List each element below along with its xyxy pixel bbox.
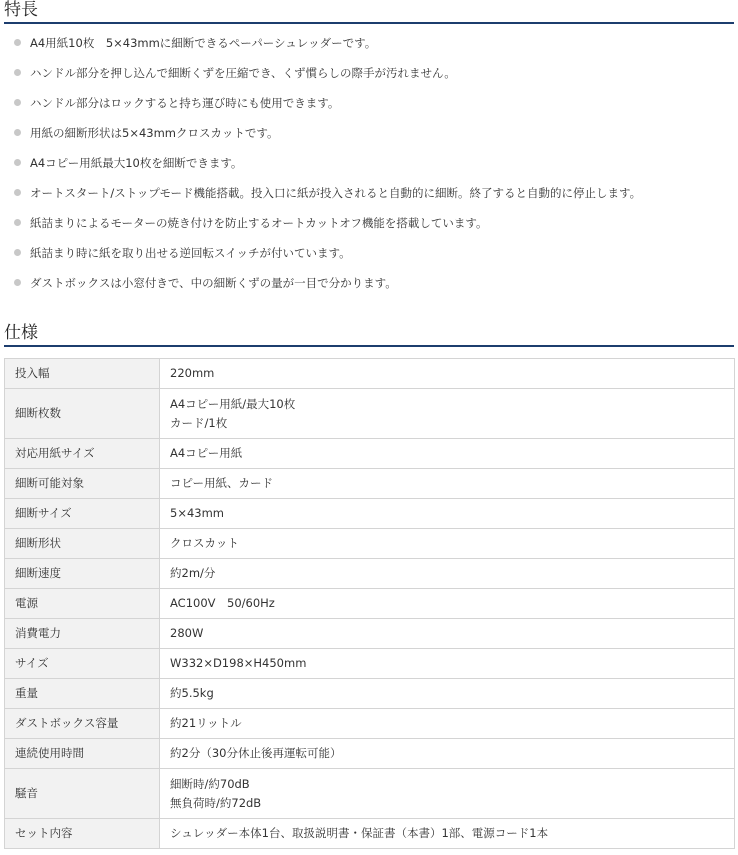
spec-value-line: A4コピー用紙/最大10枚 <box>170 396 296 411</box>
spec-value <box>160 469 735 499</box>
feature-item <box>0 58 738 88</box>
bullet-icon <box>14 279 21 286</box>
spec-row <box>5 709 735 739</box>
spec-label: 騒音 <box>5 769 160 819</box>
spec-value <box>160 589 735 619</box>
spec-label: 投入幅 <box>5 359 160 389</box>
bullet-icon <box>14 39 21 46</box>
spec-value-line: AC100V 50/60Hz <box>170 596 275 610</box>
spec-row <box>5 589 735 619</box>
spec-value <box>160 439 735 469</box>
spec-value-line: カード/1枚 <box>170 415 228 430</box>
feature-text: A4用紙10枚 5×43mmに細断できるペーパーシュレッダーです。 <box>30 36 377 50</box>
bullet-icon <box>14 189 21 196</box>
spec-value <box>160 739 735 769</box>
spec-value <box>160 709 735 739</box>
spec-row <box>5 619 735 649</box>
spec-value <box>160 529 735 559</box>
feature-item <box>0 148 738 178</box>
feature-item <box>0 28 738 58</box>
spec-table <box>4 358 735 849</box>
spec-value-line: 無負荷時/約72dB <box>170 795 262 810</box>
bullet-icon <box>14 99 21 106</box>
spec-label: 細断枚数 <box>5 389 160 439</box>
spec-row <box>5 439 735 469</box>
feature-item <box>0 118 738 148</box>
spec-label: ダストボックス容量 <box>5 709 160 739</box>
spec-value <box>160 679 735 709</box>
feature-item <box>0 88 738 118</box>
bullet-icon <box>14 219 21 226</box>
spec-row <box>5 649 735 679</box>
spec-label: 細断サイズ <box>5 499 160 529</box>
spec-label: 対応用紙サイズ <box>5 439 160 469</box>
feature-text: オートスタート/ストップモード機能搭載。投入口に紙が投入されると自動的に細断。終了すると自動的に停止します。 <box>30 186 642 200</box>
feature-text: ハンドル部分を押し込んで細断くずを圧縮でき、くず慣らしの際手が汚れません。 <box>30 66 456 80</box>
spec-value-line: 5×43mm <box>170 506 224 520</box>
feature-text: ダストボックスは小窓付きで、中の細断くずの量が一目で分かります。 <box>30 276 397 290</box>
spec-label: サイズ <box>5 649 160 679</box>
spec-value-line: 細断時/約70dB <box>170 776 250 791</box>
spec-row <box>5 819 735 849</box>
spec-row <box>5 559 735 589</box>
spec-label: 細断可能対象 <box>5 469 160 499</box>
spec-value <box>160 499 735 529</box>
spec-value-line: 220mm <box>170 366 215 380</box>
spec-value <box>160 649 735 679</box>
spec-label: セット内容 <box>5 819 160 849</box>
spec-row <box>5 529 735 559</box>
spec-label: 電源 <box>5 589 160 619</box>
feature-text: 用紙の細断形状は5×43mmクロスカットです。 <box>30 126 279 140</box>
spec-value-line: 280W <box>170 626 204 640</box>
spec-value-line: コピー用紙、カード <box>170 476 274 490</box>
spec-row <box>5 769 735 819</box>
spec-row <box>5 469 735 499</box>
feature-text: ハンドル部分はロックすると持ち運び時にも使用できます。 <box>30 96 340 110</box>
spec-value <box>160 359 735 389</box>
spec-value-line: クロスカット <box>170 536 239 550</box>
bullet-icon <box>14 249 21 256</box>
feature-text: 紙詰まり時に紙を取り出せる逆回転スイッチが付いています。 <box>30 246 351 260</box>
spec-value <box>160 819 735 849</box>
spec-value <box>160 619 735 649</box>
spec-value-line: A4コピー用紙 <box>170 446 243 460</box>
spec-value-line: 約2分（30分休止後再運転可能） <box>170 746 342 760</box>
feature-item <box>0 178 738 208</box>
bullet-icon <box>14 159 21 166</box>
spec-value-line: W332×D198×H450mm <box>170 656 307 670</box>
spec-value-line: 約2m/分 <box>170 566 216 580</box>
bullet-icon <box>14 129 21 136</box>
spec-value <box>160 559 735 589</box>
spec-row <box>5 679 735 709</box>
feature-item <box>0 208 738 238</box>
spec-label: 細断形状 <box>5 529 160 559</box>
spec-row <box>5 389 735 439</box>
spec-value-line: 約5.5kg <box>170 686 214 700</box>
feature-item <box>0 268 738 298</box>
specs-heading: 仕様 <box>4 323 734 347</box>
feature-text: A4コピー用紙最大10枚を細断できます。 <box>30 156 243 170</box>
spec-label: 連続使用時間 <box>5 739 160 769</box>
feature-text: 紙詰まりによるモーターの焼き付けを防止するオートカットオフ機能を搭載しています。 <box>30 216 488 230</box>
feature-list <box>0 28 738 298</box>
spec-value <box>160 769 735 819</box>
spec-row <box>5 739 735 769</box>
spec-label: 重量 <box>5 679 160 709</box>
spec-label: 消費電力 <box>5 619 160 649</box>
spec-label: 細断速度 <box>5 559 160 589</box>
spec-value-line: 約21リットル <box>170 716 242 730</box>
feature-item <box>0 238 738 268</box>
spec-row <box>5 499 735 529</box>
bullet-icon <box>14 69 21 76</box>
spec-row <box>5 359 735 389</box>
spec-value <box>160 389 735 439</box>
features-heading: 特長 <box>4 0 734 24</box>
spec-value-line: シュレッダー本体1台、取扱説明書・保証書（本書）1部、電源コード1本 <box>170 826 549 840</box>
